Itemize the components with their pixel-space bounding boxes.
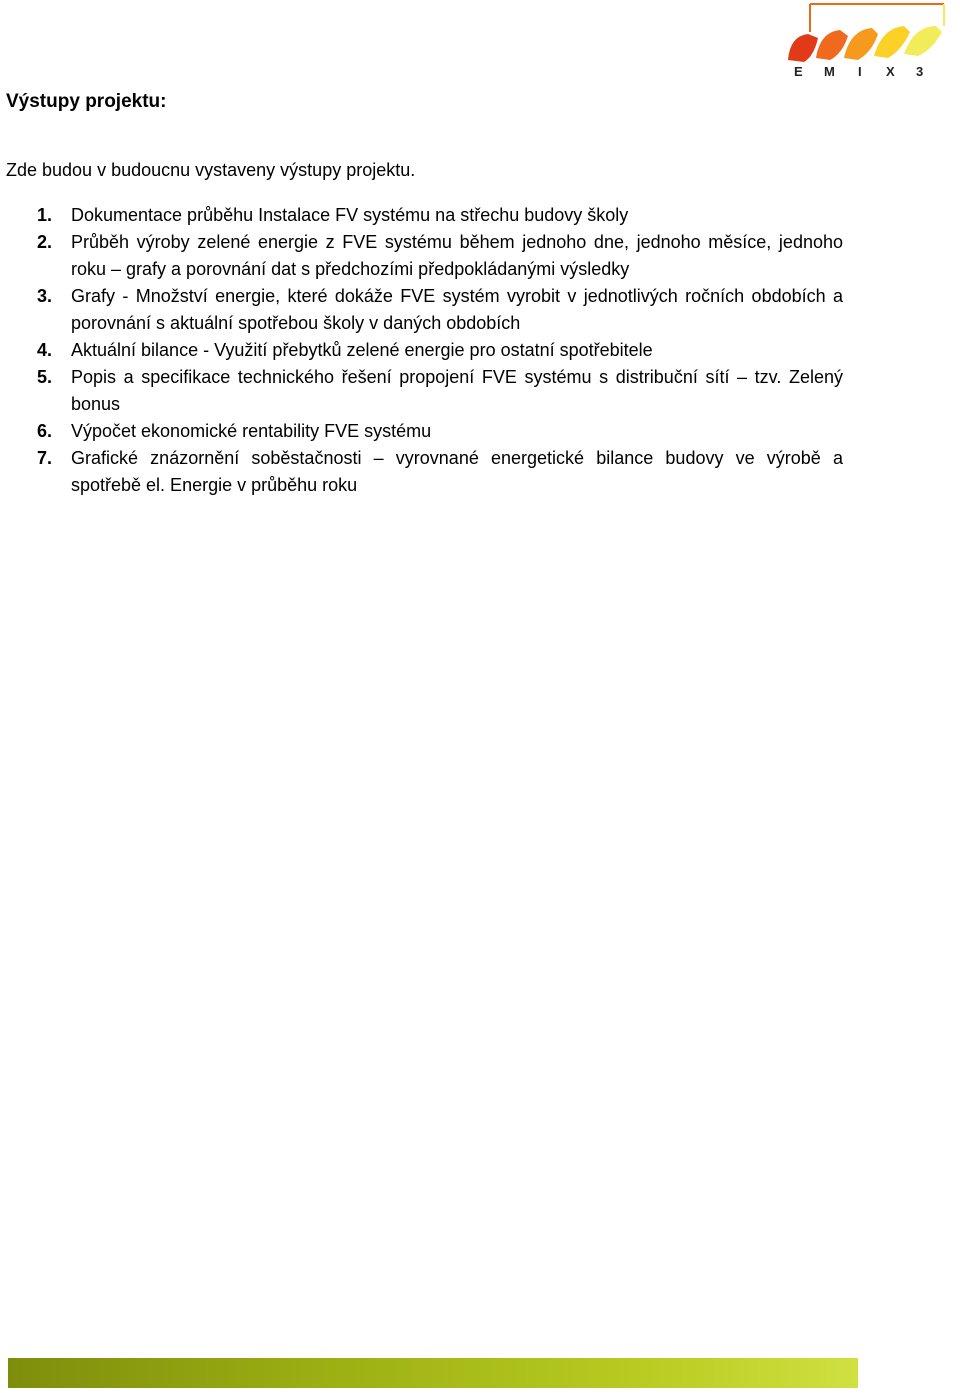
logo-leaf-2 [816,30,848,60]
output-text: Aktuální bilance - Využití přebytků zelené energie pro ostatní spotřebitele [71,340,653,360]
output-item [0,283,843,337]
logo-letter-m: M [824,64,835,79]
emix3-logo-graphic [784,0,952,84]
output-number: 7. [37,448,53,468]
output-text: Dokumentace průběhu Instalace FV systému na střechu budovy školy [71,205,629,225]
logo-letter-e: E [794,64,803,79]
output-item [0,418,843,445]
output-text: Grafy - Množství energie, které dokáže FVE systém vyrobit v jednotlivých ročních obdobích a porovnání s aktuální spotřebou školy v daných obdobích [71,286,843,333]
emix3-logo [784,0,952,84]
logo-leaf-3 [844,28,878,60]
outputs-list [0,202,843,499]
output-item [0,202,843,229]
output-number: 6. [37,421,53,441]
logo-letter-x: X [886,64,895,79]
logo-letter-3: 3 [916,64,924,79]
output-item [0,229,843,283]
output-text: Průběh výroby zelené energie z FVE systému během jednoho dne, jednoho měsíce, jednoho roku – grafy a porovnání dat s předchozími předpokládanými výsledky [71,232,843,279]
output-number: 4. [37,340,53,360]
output-item [0,445,843,499]
output-text: Výpočet ekonomické rentability FVE systému [71,421,432,441]
logo-letter-i: I [858,64,862,79]
output-number: 1. [37,205,53,225]
logo-leaf-5 [904,26,942,56]
output-item [0,364,843,418]
output-text: Popis a specifikace technického řešení propojení FVE systému s distribuční sítí – tzv. Zelený bonus [71,367,843,414]
output-number: 2. [37,232,53,252]
output-number: 5. [37,367,53,387]
output-item [0,337,843,364]
intro-text: Zde budou v budoucnu vystaveny výstupy projektu. [6,160,416,180]
footer-bar [8,1358,858,1388]
page-heading: Výstupy projektu: [6,91,167,112]
logo-leaf-1 [788,34,818,62]
output-text: Grafické znázornění soběstačnosti – vyrovnané energetické bilance budovy ve výrobě a spotřebě el. Energie v průběhu roku [71,448,843,495]
output-number: 3. [37,286,53,306]
